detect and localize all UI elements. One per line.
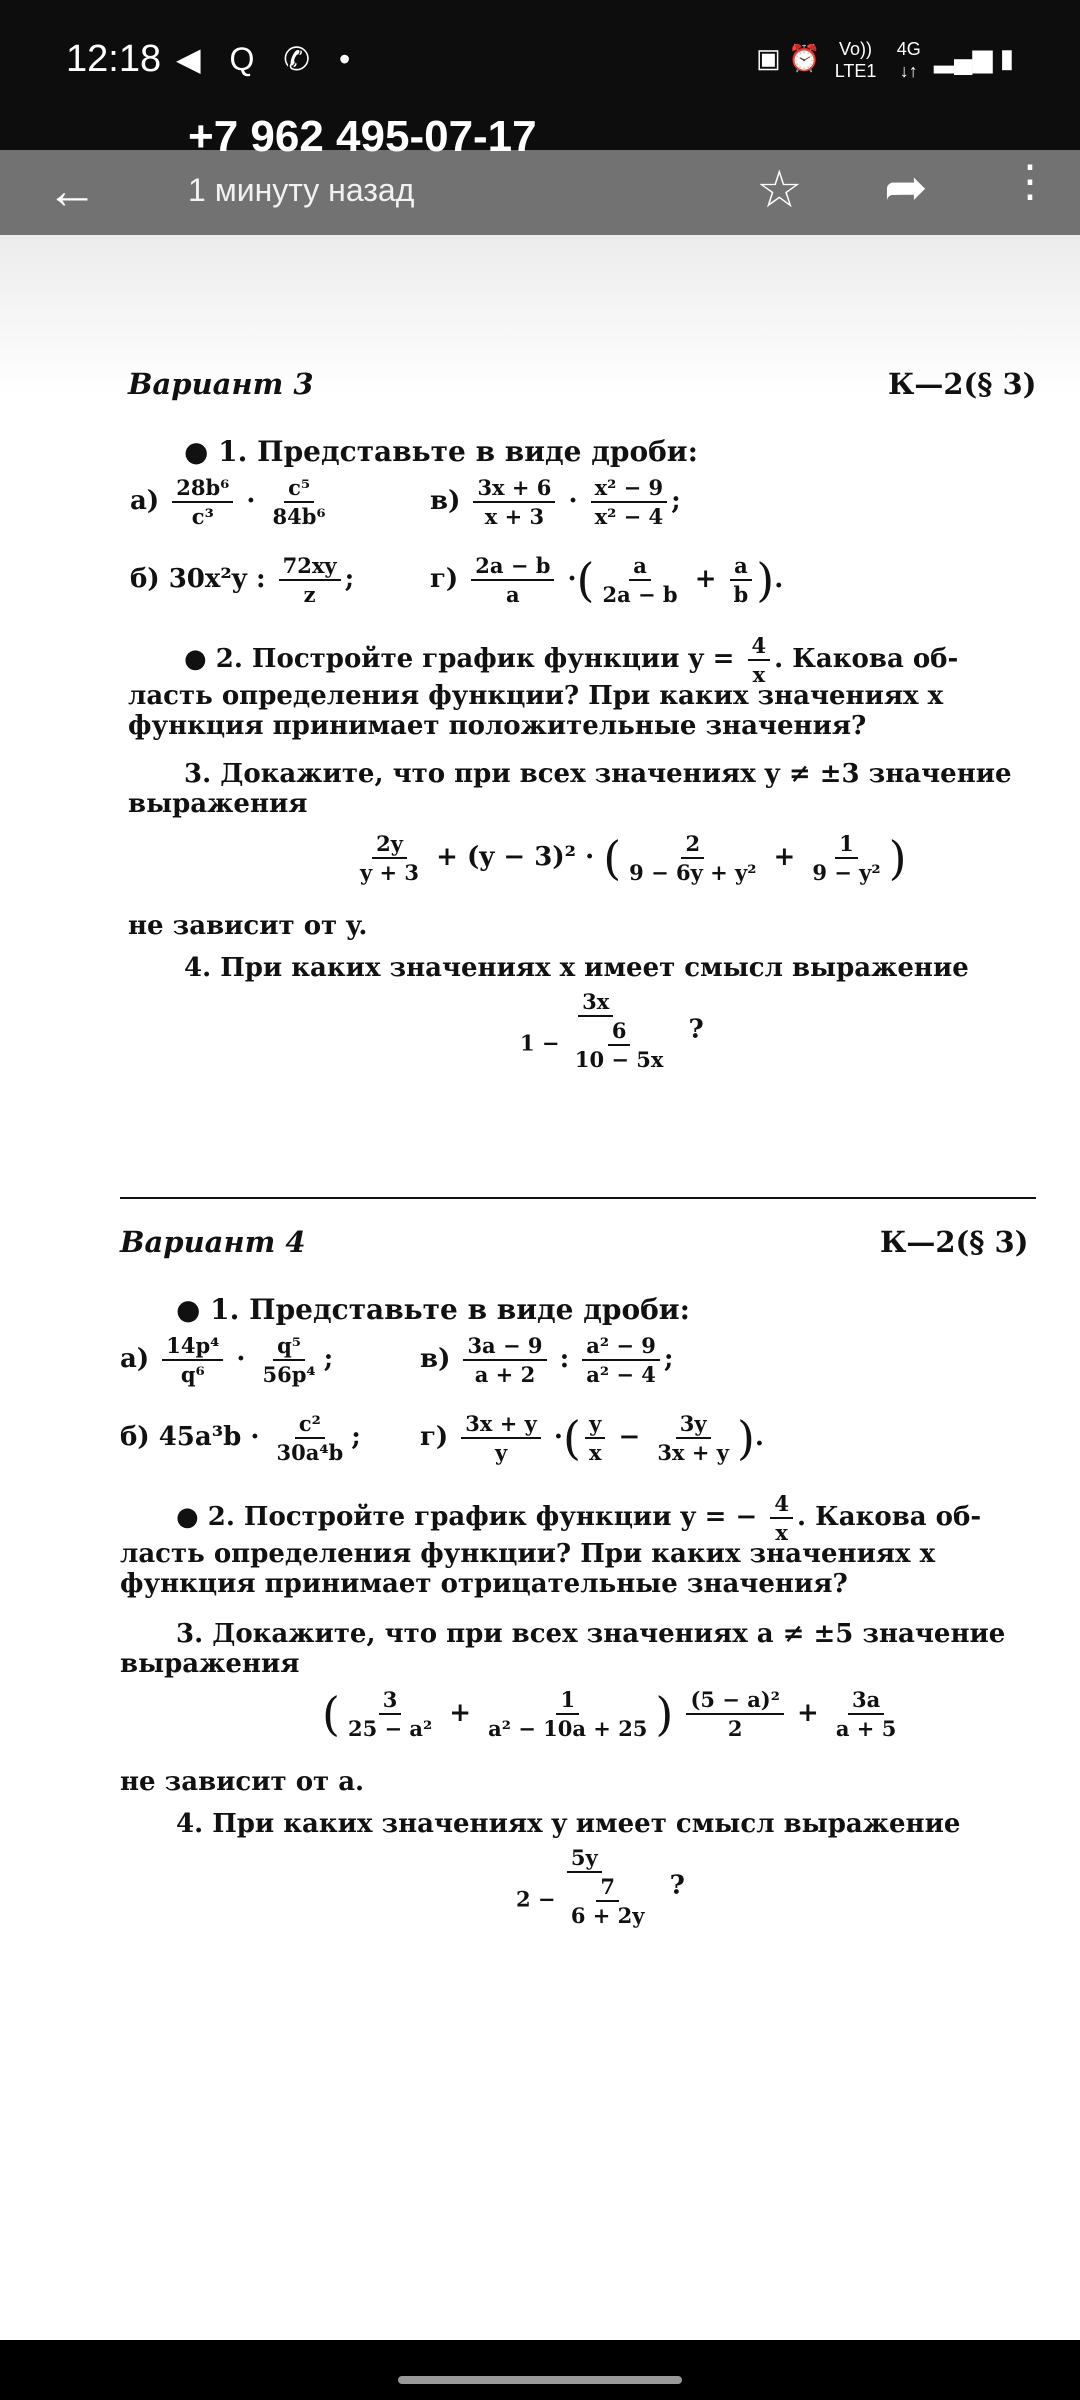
network-type: 4G: [896, 39, 921, 59]
v3-task-2-line-3: функция принимает положительные значения?: [128, 711, 867, 741]
v4-item-v: в) $\frac{3a - 9}{a + 2}$ : $\frac{\text{a² − 9}}{\text{a² − 4}}$ ;: [420, 1333, 674, 1387]
share-forward-icon[interactable]: ➦: [884, 159, 928, 217]
v3-item-a: а) $\frac{\text{28b⁶}}{\text{c³}}$ · $\frac{\text{c⁵}}{\text{84b⁶}}$: [130, 475, 334, 529]
fraction: $\frac{\text{28b⁶}}{\text{c³}}$: [172, 475, 233, 529]
v4-expression: ( $\frac{3}{\text{25 − a²}}$ + $\frac{1}{\text{a² − 10a + 25}}$ ) $\frac{\text{(5 − a)²}}{2}$ + $\frac{3a}{a + 5}$: [322, 1687, 897, 1741]
notification-icons: ◀ Q ✆ •: [176, 41, 361, 77]
more-vert-icon[interactable]: ⋮: [1008, 157, 1052, 206]
save-icon: ▣: [756, 42, 781, 73]
contact-title: +7 962 495-07-17: [188, 112, 537, 161]
variant-3-title: Вариант 3: [128, 367, 314, 401]
network-indicator: [897, 38, 921, 82]
signal-icon: ▂▄▆: [934, 42, 993, 73]
volte-indicator: Vo)) LTE1: [834, 39, 877, 81]
v4-task-2-line-3: функция принимает отрицательные значения?: [120, 1569, 848, 1599]
v3-task-3: 3. Докажите, что при всех значениях y ≠ ±3 значение: [184, 759, 1012, 789]
home-gesture-handle[interactable]: [398, 2376, 682, 2384]
message-time: 1 минуту назад: [188, 172, 415, 208]
status-right-icons: [756, 38, 1014, 82]
v3-task-4: 4. При каких значениях x имеет смысл выражение: [184, 953, 969, 983]
app-bar: [0, 150, 1080, 235]
v4-task-3-line-3: не зависит от a.: [120, 1767, 365, 1797]
fraction: $\frac{\text{c⁵}}{\text{84b⁶}}$: [272, 475, 326, 529]
v4-item-b: б) 45a³b · $\frac{\text{c²}}{\text{30a⁴b}}$ ;: [120, 1411, 361, 1465]
v3-task-2-line-2: ласть определения функции? При каких значениях x: [128, 681, 944, 711]
document-image[interactable]: [0, 235, 1080, 2340]
v3-task-3-line-2: выражения: [128, 789, 308, 819]
v3-task-2: ● 2. Постройте график функции y = $\frac{4}{x}$ . Какова об-: [184, 633, 959, 687]
network-arrows: ↓↑: [899, 61, 918, 81]
alarm-icon: ⏰: [787, 42, 821, 73]
v3-item-b: б) 30x²y : $\frac{72xy}{z}$ ;: [130, 553, 355, 607]
v3-task-1: ● 1. Представьте в виде дроби:: [184, 435, 698, 468]
v3-item-v: в) $\frac{3x + 6}{x + 3}$ · $\frac{\text{x² − 9}}{\text{x² − 4}}$ ;: [430, 475, 681, 529]
navigation-bar: [0, 2340, 1080, 2400]
v4-task-3-line-2: выражения: [120, 1649, 300, 1679]
v4-task-4: 4. При каких значениях y имеет смысл выражение: [176, 1809, 961, 1839]
status-bar: [0, 0, 1080, 150]
back-arrow-icon[interactable]: ←: [46, 162, 98, 220]
variant-4-title: Вариант 4: [120, 1225, 306, 1259]
v3-item-g: г) $\frac{2a - b}{a}$ ·( $\frac{a}{2a - b}$ + $\frac{a}{b}$ ).: [430, 553, 784, 607]
v3-label-a: а): [130, 486, 160, 516]
variant-4-code: К—2(§ 3): [880, 1225, 1029, 1259]
v4-task-2-line-2: ласть определения функции? При каких значениях x: [120, 1539, 936, 1569]
status-time: 12:18: [66, 38, 162, 80]
v3-expression: $\frac{2y}{y + 3}$ + (y − 3)² · ( $\frac{2}{\text{9 − 6y + y²}}$ + $\frac{1}{\text{9 − y²}}$ ): [360, 831, 907, 885]
v4-item-g: г) $\frac{3x + y}{y}$ ·( $\frac{y}{x}$ − $\frac{3y}{3x + y}$ ).: [420, 1411, 764, 1465]
v4-task-1: ● 1. Представьте в виде дроби:: [176, 1293, 690, 1326]
v4-task-3: 3. Докажите, что при всех значениях a ≠ ±5 значение: [176, 1619, 1006, 1649]
star-icon[interactable]: ☆: [756, 161, 803, 219]
v3-nested-fraction: 3x 1 − $\frac{6}{10 - 5x}$ ?: [520, 989, 704, 1072]
v3-task-3-line-3: не зависит от y.: [128, 911, 368, 941]
section-divider: [120, 1197, 1036, 1199]
v4-task-2: ● 2. Постройте график функции y = − $\frac{4}{x}$ . Какова об-: [176, 1491, 982, 1545]
v4-nested-fraction: 5y 2 − $\frac{7}{6 + 2y}$ ?: [516, 1845, 685, 1928]
battery-icon: ▮: [999, 42, 1014, 73]
variant-3-code: К—2(§ 3): [888, 367, 1037, 401]
v4-item-a: а) $\frac{\text{14p⁴}}{\text{q⁶}}$ · $\frac{\text{q⁵}}{\text{56p⁴}}$ ;: [120, 1333, 334, 1387]
